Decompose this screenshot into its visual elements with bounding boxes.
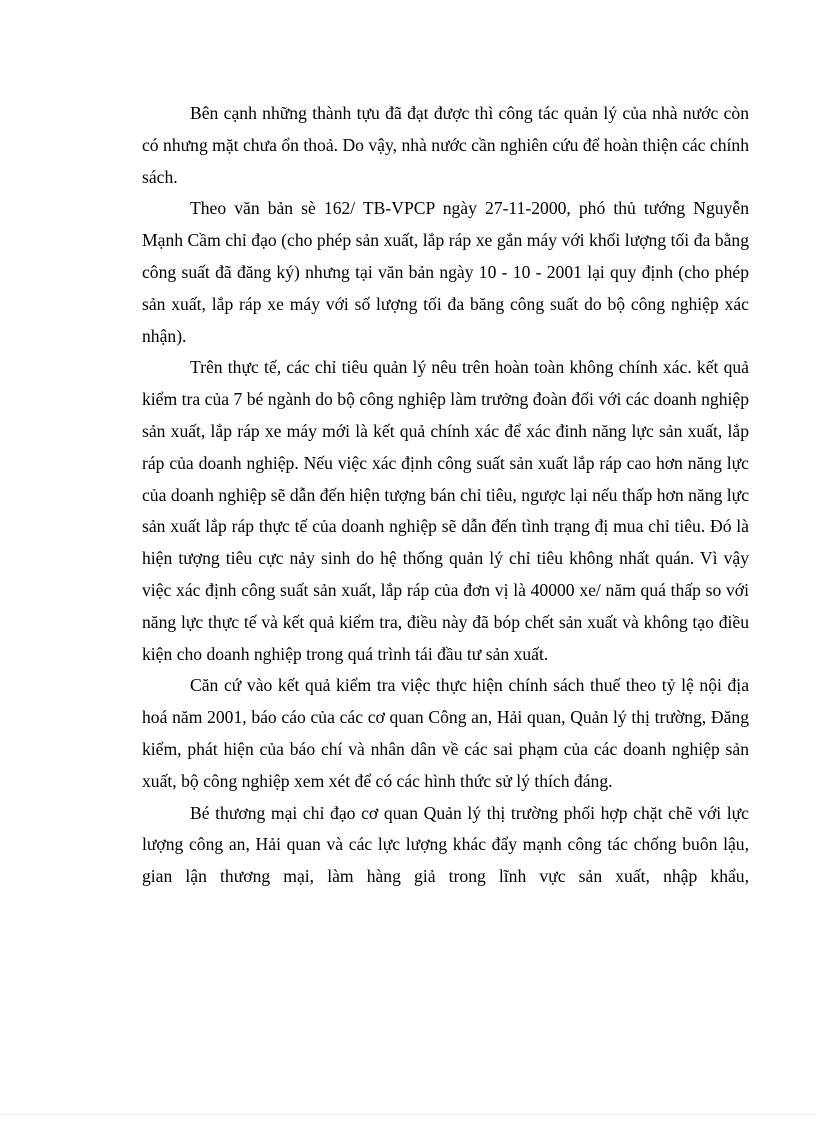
paragraph-5: Bé thương mại chỉ đạo cơ quan Quản lý thị trường phối hợp chặt chẽ với lực lượng công an, Hải quan và các lực lượng khác đẩy mạnh công tác chống buôn lậu, gian lận thương mại, làm hàng giả trong lĩnh vực sản xuất, nhập khẩu,: [142, 802, 749, 887]
paragraph-1: Bên cạnh những thành tựu đã đạt được thì công tác quản lý của nhà nước còn có nhưng mặt chưa ổn thoả. Do vậy, nhà nước cần nghiên cứu để hoàn thiện các chính sách.: [142, 103, 749, 187]
page-bottom-divider: [0, 1114, 816, 1115]
document-body: [142, 98, 749, 893]
paragraph-2: Theo văn bản sè 162/ TB-VPCP ngày 27-11-2000, phó thủ tướng Nguyễn Mạnh Cầm chỉ đạo (cho phép sản xuất, lắp ráp xe gắn máy với khối lượng tối đa bằng công suất đã đăng ký) nhưng tại văn bản ngày 10 - 10 - 2001 lại quy định (cho phép sản xuất, lắp ráp xe máy với số lượng tối đa băng công suất do bộ công nghiệp xác nhận).: [142, 198, 749, 346]
paragraph-4: Căn cứ vào kết quả kiểm tra việc thực hiện chính sách thuế theo tỷ lệ nội địa hoá năm 2001, báo cáo của các cơ quan Công an, Hải quan, Quản lý thị trường, Đăng kiểm, phát hiện của báo chí và nhân dân về các sai phạm của các doanh nghiệp sản xuất, bộ công nghiệp xem xét để có các hình thức sử lý thích đáng.: [142, 675, 749, 791]
paragraph-3: Trên thực tế, các chỉ tiêu quản lý nêu trên hoàn toàn không chính xác. kết quả kiểm tra của 7 bé ngành do bộ công nghiệp làm trưởng đoàn đối với các doanh nghiệp sản xuất, lắp ráp xe máy mới là kết quả chính xác để xác đinh năng lực sản xuất, lắp ráp của doanh nghiệp. Nếu việc xác định công suất sản xuất lắp ráp cao hơn năng lực của doanh nghiệp sẽ dẫn đến hiện tượng bán chỉ tiêu, ngược lại nếu thấp hơn năng lực sản xuất lắp ráp thực tế của doanh nghiệp sẽ dẫn đến tình trạng đị mua chỉ tiêu. Đó là hiện tượng tiêu cực nảy sinh do hệ thống quản lý chỉ tiêu không nhất quán. Vì vậy việc xác định công suất sản xuất, lắp ráp của đơn vị là 40000 xe/ năm quá thấp so với năng lực thực tế và kết quả kiểm tra, điều này đã bóp chết sản xuất và không tạo điều kiện cho doanh nghiệp trong quá trình tái đầu tư sản xuất.: [142, 357, 749, 664]
